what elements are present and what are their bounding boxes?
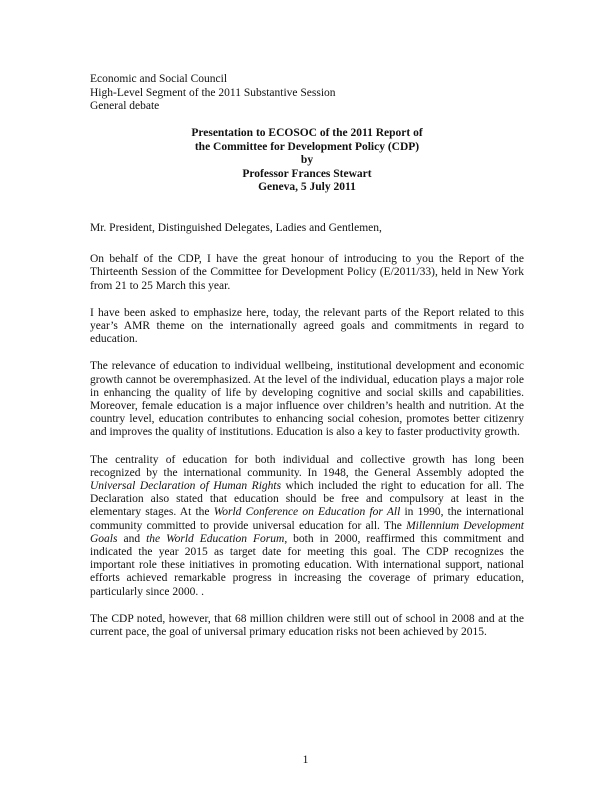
header-organization: Economic and Social Council	[90, 73, 228, 85]
paragraph-4-text-1: The centrality of education for both individual and collective growth has long been recognized by the international community. In 1948, the General Assembly adopted the	[90, 453, 524, 479]
document-title	[90, 127, 524, 195]
paragraph-4-italic-mdg: Millennium Development Goals	[90, 519, 525, 545]
paragraph-4	[90, 454, 524, 599]
paragraph-4-text-5: , both in 2000, reaffirmed this commitment and indicated the year 2015 as target date for meeting this goal. The CDP recognizes the important role these initiatives in promoting education. With international support, national efforts achieved remarkable progress in increasing the coverage of primary education, particularly since 2000. .	[90, 532, 524, 598]
title-by: by	[300, 154, 314, 166]
title-place-date: Geneva, 5 July 2011	[258, 181, 356, 193]
paragraph-5: The CDP noted, however, that 68 million children were still out of school in 2008 and at the current pace, the goal of universal primary education risks not been achieved by 2015.	[90, 612, 524, 639]
title-line-2: the Committee for Development Policy (CDP)	[194, 140, 420, 153]
paragraph-1: On behalf of the CDP, I have the great honour of introducing to you the Report of the Thirteenth Session of the Committee for Development Policy (E/2011/33), held in New York from 21 to 25 March this year.	[90, 253, 524, 292]
salutation: Mr. President, Distinguished Delegates, Ladies and Gentlemen,	[90, 222, 382, 234]
paragraph-4-italic-wcefa: World Conference on Education for All	[213, 506, 401, 519]
paragraph-4-italic-wef: the World Education Forum	[146, 532, 285, 545]
paragraph-4-text-4: and	[117, 532, 147, 545]
page-number: 1	[302, 754, 309, 766]
paragraph-3: The relevance of education to individual wellbeing, institutional development and economic growth cannot be overemphasized. At the level of the individual, education plays a major role in enhancing the quality of life by developing cognitive and social skills and capabilities. Moreover, female education is a major influence over children’s health and nutrition. At the country level, education contributes to enhancing social cohesion, promotes better citizenry and improves the quality of institutions. Education is also a key to faster productivity growth.	[90, 360, 524, 439]
title-author: Professor Frances Stewart	[242, 167, 372, 180]
title-line-1: Presentation to ECOSOC of the 2011 Report of	[191, 127, 423, 139]
header-segment: High-Level Segment of the 2011 Substantive Session	[90, 86, 336, 99]
document-body	[90, 222, 524, 653]
paragraph-4-text-2: which included the right to education for all. The Declaration also stated that education should be free and compulsory at least in the elementary stages. At the	[90, 480, 524, 519]
header-session-type: General debate	[90, 100, 160, 112]
paragraph-4-italic-udhr: Universal Declaration of Human Rights	[90, 480, 282, 493]
document-header	[90, 73, 336, 114]
paragraph-2: I have been asked to emphasize here, today, the relevant parts of the Report related to this year’s AMR theme on the internationally agreed goals and commitments in regard to education.	[90, 306, 524, 346]
paragraph-4-text-3: in 1990, the international community committed to provide universal education for all. The	[90, 506, 524, 532]
